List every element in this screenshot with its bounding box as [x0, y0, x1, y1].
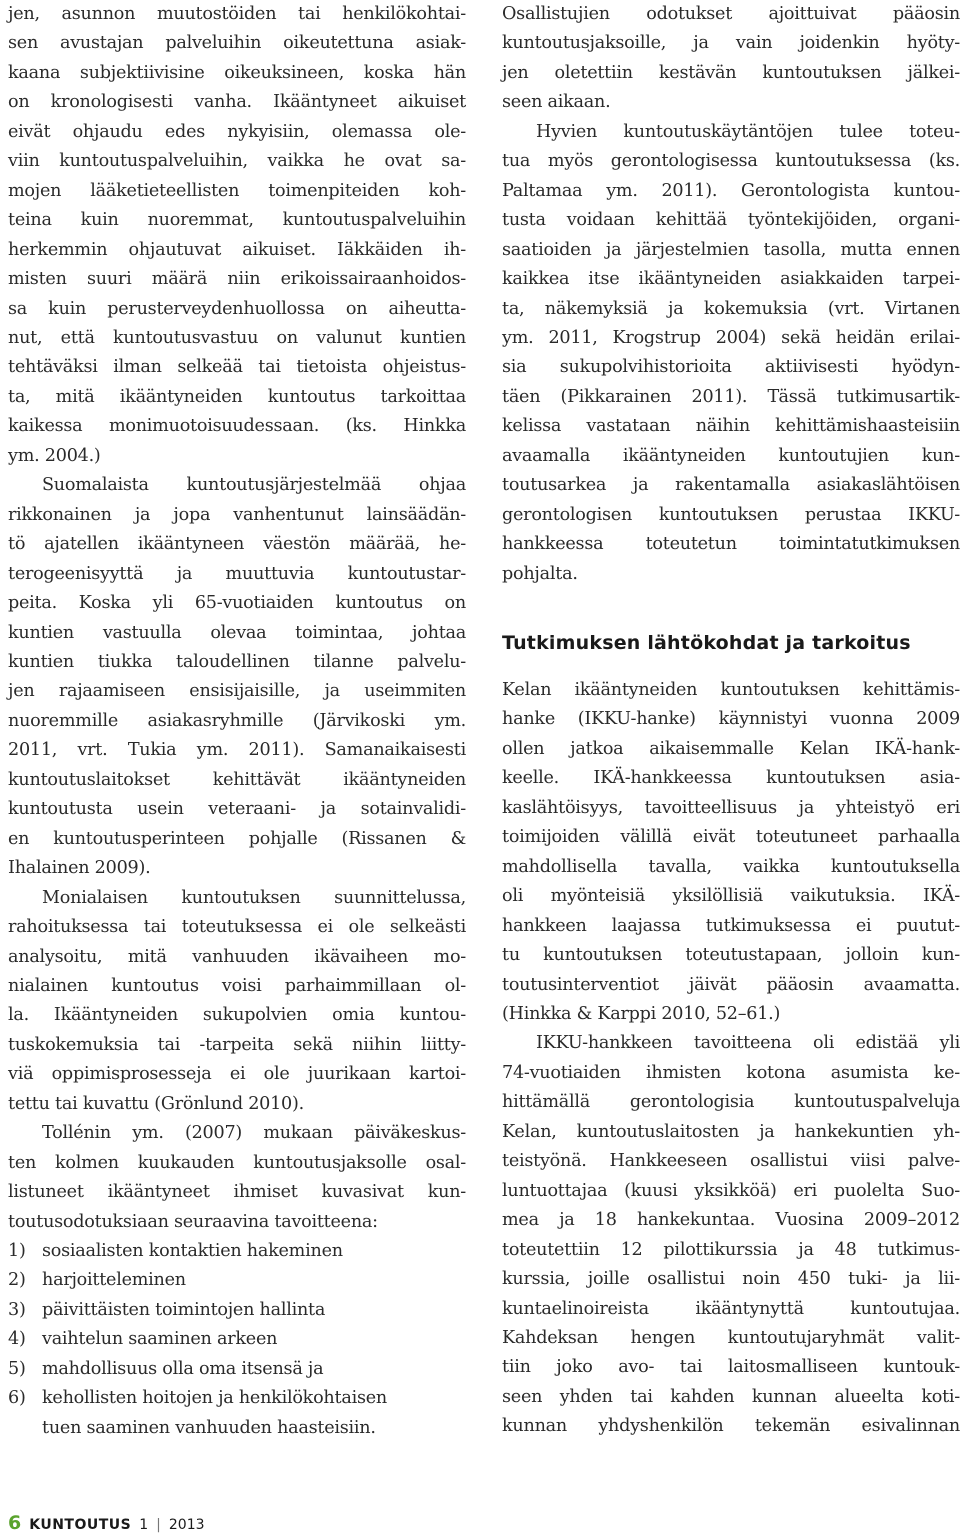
text-line: hanke (IKKU-hanke) käynnistyi vuonna 2009 [502, 709, 960, 730]
text-line: tuskokemuksia tai -tarpeita sekä niihin liitty- [8, 1034, 466, 1055]
text-line: tiin joko avo- tai laitosmalliseen kuntouk- [502, 1357, 960, 1378]
text-line: tö ajatellen ikääntyneen väestön määrää, he- [8, 534, 466, 555]
text-line: tua myös gerontologisessa kuntoutuksessa (ks. [502, 151, 960, 172]
text-line: eivät ohjaudu edes nykyisiin, olemassa ole- [8, 121, 466, 142]
text-line: gerontologisen kuntoutuksen perustaa IKKU- [502, 504, 960, 525]
list-text: harjoitteleminen [42, 1270, 186, 1291]
list-text: sosiaalisten kontaktien hakeminen [42, 1241, 343, 1262]
list-number: 4) [8, 1329, 26, 1350]
text-line: toteutettiin 12 pilottikurssia ja 48 tutkimus- [502, 1239, 960, 1260]
text-line: 74-vuotiaiden ihmisten kotona asumista ke- [502, 1062, 960, 1083]
text-line: toutusodotuksiaan seuraavina tavoitteena: [8, 1211, 378, 1232]
list-item [8, 1355, 466, 1384]
text-line: kuntien tiukka taloudellinen tilanne palvelu- [8, 651, 466, 672]
right-text-column-lower [502, 676, 960, 1442]
text-line: la. Ikääntyneiden sukupolvien omia kuntou- [8, 1005, 466, 1026]
text-line: sia sukupolvihistorioita aktiivisesti hyödyn- [502, 357, 960, 378]
text-line: kuntoutusjaksoille, ja vain joidenkin hyöty- [502, 33, 960, 54]
text-line: kaikessa monimuotoisuudessaan. (ks. Hinkka [8, 416, 466, 437]
text-line: oli myönteisiä yksilöllisiä vaikutuksia. IKÄ- [502, 886, 960, 907]
text-line: teistyönä. Hankkeeseen osallistui viisi palve- [502, 1151, 960, 1172]
text-line: Monialaisen kuntoutuksen suunnittelussa, [42, 887, 466, 908]
text-line: täen (Pikkarainen 2011). Tässä tutkimusartik- [502, 386, 960, 407]
text-line: viin kuntoutuspalveluihin, vaikka he ovat sa- [8, 151, 466, 172]
text-line: hittämällä gerontologisia kuntoutuspalveluja [502, 1092, 960, 1113]
text-line: pohjalta. [502, 563, 578, 584]
text-line: rikkonainen ja jopa vanhentunut lainsäädän- [8, 504, 466, 525]
list-number: 3) [8, 1299, 26, 1320]
text-line: ten kolmen kuukauden kuntoutusjaksolle osal- [8, 1152, 466, 1173]
text-line: jen oletettiin kestävän kuntoutuksen jälkei- [502, 62, 960, 83]
list-text: vaihtelun saaminen arkeen [42, 1329, 278, 1350]
section-heading: Tutkimuksen lähtökohdat ja tarkoitus [502, 632, 911, 654]
text-line: Kelan, kuntoutuslaitosten ja hankekuntien yh- [502, 1121, 960, 1142]
issue-year: 2013 [168, 1517, 205, 1533]
text-line: ta, näkemyksiä ja kokemuksia (vrt. Virtanen [502, 298, 960, 319]
text-line: misten suuri määrä niin erikoissairaanhoidos- [8, 269, 466, 290]
text-line: tusta voidaan kehittää työntekijöiden, organi- [502, 210, 960, 231]
text-line: mea ja 18 hankekuntaa. Vuosina 2009–2012 [502, 1210, 960, 1231]
text-line: saatioiden ja järjestelmien tasolla, mutta ennen [502, 239, 960, 260]
text-line: toutusinterventiot jäivät pääosin avaamatta. [502, 974, 960, 995]
list-number: 5) [8, 1358, 26, 1379]
list-item-continuation: tuen saaminen vanhuuden haasteisiin. [42, 1417, 376, 1438]
list-number: 1) [8, 1241, 26, 1262]
text-line: kaana subjektiivisine oikeuksineen, koska hän [8, 62, 466, 83]
text-line: luntuottajaa (kuusi yksikköä) eri puolelta Suo- [502, 1180, 960, 1201]
text-line: Hyvien kuntoutuskäytäntöjen tulee toteu- [536, 121, 960, 142]
list-number: 2) [8, 1270, 26, 1291]
list-item [8, 1237, 466, 1266]
text-line: tehtäväksi ilman selkeää tai tietoista ohjeistus- [8, 357, 466, 378]
text-line: keelle. IKÄ-hankkeessa kuntoutuksen asia- [502, 768, 960, 789]
text-line: ta, mitä ikääntyneiden kuntoutus tarkoittaa [8, 386, 466, 407]
text-line: viä oppimisprosesseja ei ole juurikaan kartoi- [8, 1064, 466, 1085]
text-line: seen aikaan. [502, 92, 611, 113]
text-line: kurssia, joille osallistui noin 450 tuki- ja lii- [502, 1269, 960, 1290]
text-line: avaamalla ikääntyneiden kuntoutujien kun- [502, 445, 960, 466]
text-line: hankkeen laajassa tutkimuksessa ei puutut- [502, 915, 960, 936]
text-line: kaslähtöisyys, tavoitteellisuus ja yhteistyö eri [502, 797, 960, 818]
text-line: ym. 2011, Krogstrup 2004) sekä heidän erilai- [502, 327, 960, 348]
list-number: 6) [8, 1388, 26, 1409]
text-line: analysoitu, mitä vanhuuden ikävaiheen mo- [8, 946, 466, 967]
text-line: Paltamaa ym. 2011). Gerontologista kuntou- [502, 180, 960, 201]
issue-number: 1 [139, 1517, 149, 1533]
text-line: kunnan yhdyshenkilön tekemän esivalinnan [502, 1416, 960, 1437]
text-line: kuntoutusta usein veteraani- ja sotainvalidi- [8, 799, 466, 820]
text-line: tu kuntoutuksen toteutustapaan, jolloin kun- [502, 945, 960, 966]
journal-name: KUNTOUTUS [29, 1517, 132, 1533]
list-item [8, 1325, 466, 1354]
text-line: ollen jatkoa aikaisemmalle Kelan IKÄ-hank- [502, 738, 960, 759]
list-item [8, 1296, 466, 1325]
text-line: Ihalainen 2009). [8, 858, 151, 879]
text-line: Osallistujien odotukset ajoittuivat pääosin [502, 4, 960, 24]
text-line: sen avustajan palveluihin oikeutettuna asiak- [8, 33, 466, 54]
text-line: toutusarkea ja rakentamalla asiakaslähtöisen [502, 475, 960, 496]
text-line: toimijoiden välillä eivät toteutuneet parhaalla [502, 827, 960, 848]
text-line: nut, että kuntoutusvastuu on valunut kuntien [8, 327, 466, 348]
text-line: peita. Koska yli 65-vuotiaiden kuntoutus on [8, 593, 466, 614]
text-line: on kronologisesti vanha. Ikääntyneet aikuiset [8, 92, 466, 113]
list-item [8, 1266, 466, 1295]
text-line: jen rajaamiseen ensisijaisille, ja useimmiten [8, 681, 466, 702]
text-line: kaikkea itse ikääntyneiden asiakkaiden tarpei- [502, 269, 960, 290]
text-line: mojen lääketieteellisten toimenpiteiden koh- [8, 180, 466, 201]
text-line: rahoituksessa tai toteutuksessa ei ole selkeästi [8, 917, 466, 938]
text-line: Kahdeksan hengen kuntoutujaryhmät valit- [502, 1327, 960, 1348]
text-line: kuntoutuslaitokset kehittävät ikääntyneiden [8, 769, 466, 790]
text-line: Suomalaista kuntoutusjärjestelmää ohjaa [42, 475, 466, 496]
text-line: jen, asunnon muutostöiden tai henkilökohtai- [8, 4, 466, 24]
list-text: päivittäisten toimintojen hallinta [42, 1299, 326, 1320]
left-text-column [8, 0, 466, 1443]
text-line: sa kuin perusterveydenhuollossa on aiheutta- [8, 298, 466, 319]
list-item [8, 1384, 466, 1413]
text-line: IKKU-hankkeen tavoitteena oli edistää yli [536, 1033, 960, 1054]
text-line: tettu tai kuvattu (Grönlund 2010). [8, 1093, 304, 1114]
text-line: teina kuin nuoremmat, kuntoutuspalveluihin [8, 210, 466, 231]
text-line: ym. 2004.) [8, 445, 101, 466]
text-line: Kelan ikääntyneiden kuntoutuksen kehittämis- [502, 680, 960, 700]
text-line: (Hinkka & Karppi 2010, 52–61.) [502, 1003, 781, 1024]
text-line: herkemmin ohjautuvat aikuiset. Iäkkäiden ih- [8, 239, 466, 260]
text-line: kuntaelinoireista ikääntynyttä kuntoutujaa. [502, 1298, 960, 1319]
text-line: seen yhden tai kahden kunnan alueelta koti- [502, 1386, 960, 1407]
text-line: Tollénin ym. (2007) mukaan päiväkeskus- [42, 1123, 466, 1144]
text-line: nialainen kuntoutus voisi parhaimmillaan ol- [8, 975, 466, 996]
text-line: mahdollisella tavalla, vaikka kuntoutuksella [502, 856, 960, 877]
text-line: hankkeessa toteutetun toimintatutkimuksen [502, 534, 960, 555]
text-line: kelissa vastataan näihin kehittämishaasteisiin [502, 416, 960, 437]
text-line: nuoremmille asiakasryhmille (Järvikoski ym. [8, 710, 466, 731]
page-footer [8, 1512, 205, 1534]
text-line: listuneet ikääntyneet ihmiset kuvasivat kun- [8, 1182, 466, 1203]
right-text-column [502, 0, 960, 589]
issue-separator: | [156, 1517, 161, 1533]
list-text: kehollisten hoitojen ja henkilökohtaisen [42, 1388, 387, 1409]
page-number: 6 [8, 1512, 22, 1534]
text-line: terogeenisyyttä ja muuttuvia kuntoutustar- [8, 563, 466, 584]
text-line: kuntien vastuulla olevaa toimintaa, johtaa [8, 622, 466, 643]
text-line: 2011, vrt. Tukia ym. 2011). Samanaikaisesti [8, 740, 466, 761]
text-line: en kuntoutusperinteen pohjalle (Rissanen & [8, 828, 466, 849]
list-text: mahdollisuus olla oma itsensä ja [42, 1358, 324, 1379]
